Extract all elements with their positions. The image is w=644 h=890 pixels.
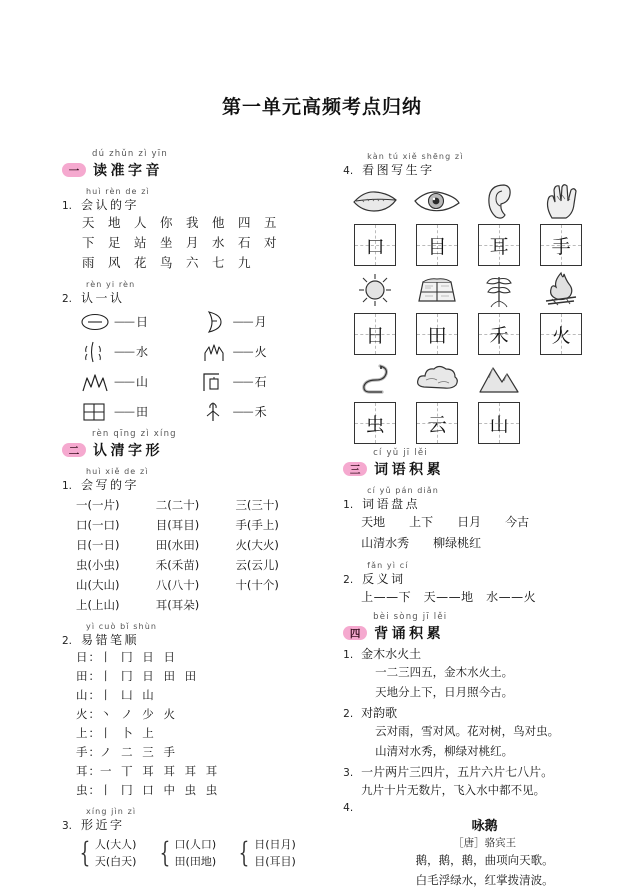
recite-item-3 [343,763,626,800]
fire-picture-icon [535,270,587,310]
section-pinyin: cí yǔ jī lěi [373,448,428,458]
stroke-order-row: 耳：一 丅 耳 耳 耳 耳 [76,764,221,778]
grid-char: 山 [489,413,509,436]
match-dash: —— [232,375,253,388]
pictograph-pair [78,368,197,395]
picture-char-cell [349,270,401,355]
grid-char: 虫 [365,413,385,436]
pictograph-char: 石 [254,375,267,389]
char-cell: 四 [238,215,251,230]
section-pinyin: bèi sòng jī lěi [373,612,448,622]
stroke-sequence: ノ 二 三 手 [100,745,178,759]
stroke-char: 火 [76,707,88,721]
word-cell: 禾(禾苗) [155,558,200,572]
char-cell: 七 [212,255,225,270]
stroke-char: 耳 [76,764,88,778]
stone-pictograph-icon [197,370,231,394]
match-dash: —— [232,405,253,418]
picture-char-cell [473,181,525,266]
grid-box [354,402,396,444]
pictograph-char: 水 [136,345,149,359]
char-cell: 地 [108,215,121,230]
char-cell: 坐 [160,235,173,250]
subsection-number: 4. [343,165,354,177]
sun-pictograph-icon [78,310,112,334]
subsection-title: 易错笔顺 [81,633,140,647]
subsection-identify [62,280,315,425]
stroke-char: 上 [76,726,88,740]
left-column [18,145,319,890]
similar-char-group [235,836,315,870]
recite-number: 4. [343,802,354,814]
recognize-char-rows [62,213,315,273]
char-cell: 六 [186,255,199,270]
section-header-1 [62,149,315,180]
sun-picture-icon [349,270,401,310]
picture-char-rows [343,181,626,444]
mouth-picture-icon [349,181,401,221]
grain-picture-icon [473,270,525,310]
stroke-order-list [62,648,315,800]
subsection-title: 形近字 [81,818,125,832]
recite-item-1 [343,645,626,702]
section-badge-2: 二 [62,443,86,457]
word-cell: 一(一片) [76,498,120,512]
word-cell: 云(云儿) [235,558,279,572]
section-pinyin: dú zhǔn zì yīn [92,149,168,159]
similar-chars-grid [62,836,315,870]
stroke-char: 虫 [76,783,88,797]
subsection-recognize-chars [62,187,315,273]
word-cell: 手(手上) [235,518,279,532]
subsection-pinyin: kàn tú xiě shēng zì [367,152,464,161]
fire-pictograph-icon [197,340,231,364]
pictograph-pair [197,368,316,395]
grid-char: 火 [551,324,571,347]
stroke-order-row: 上：丨 卜 上 [76,726,157,740]
section-title-3: 词语积累 [374,462,445,478]
char-cell: 月 [186,235,199,250]
section-title-1: 读准字音 [93,163,163,179]
recite-line: 九片十片无数片，飞入水中都不见。 [361,783,546,797]
subsection-title: 会写的字 [81,478,140,492]
subsection-pinyin: huì xiě de zì [86,467,149,476]
grid-box [354,224,396,266]
subsection-title: 认一认 [81,291,125,305]
subsection-pinyin: cí yǔ pán diǎn [367,486,439,495]
recite-item-2 [343,704,626,761]
subsection-number: 1. [343,499,354,511]
subsection-antonyms [343,561,626,608]
picture-char-cell [411,359,463,444]
word-cell: 二(二十) [155,498,200,512]
stroke-order-row: 田：丨 冂 日 田 田 [76,669,200,683]
subsection-write-chars [62,467,315,615]
pictograph-char: 禾 [254,405,267,419]
char-cell: 站 [134,235,147,250]
subsection-number: 2. [62,635,73,647]
section-badge-1: 一 [62,163,86,177]
recite-title: 金木水火土 [361,647,422,661]
grid-char: 口 [365,235,385,258]
stroke-sequence: 丨 卜 上 [100,726,157,740]
word-cell: 田(水田) [155,538,200,552]
subsection-number: 3. [62,820,73,832]
grid-box [540,313,582,355]
stroke-sequence: 丨 凵 山 [100,688,157,702]
match-dash: —— [232,345,253,358]
char-cell: 我 [186,215,199,230]
pictograph-char: 田 [136,405,149,419]
match-dash: —— [114,315,134,328]
char-cell: 九 [238,255,251,270]
recite-title: 对韵歌 [361,706,398,720]
stroke-sequence: 丨 冂 日 日 [100,650,178,664]
ear-picture-icon [473,181,525,221]
pictograph-match-grid [62,308,315,425]
similar-char-group [156,836,236,870]
word-cell: 虫(小虫) [76,558,120,572]
similar-word-top: 日(日月) [254,838,296,851]
section-header-4 [343,612,626,643]
picture-row [349,270,626,355]
stroke-order-row: 日：丨 冂 日 日 [76,650,178,664]
word-cell: 八(八十) [155,578,200,592]
write-chars-table [62,496,315,615]
worm-picture-icon [349,359,401,399]
picture-char-cell [411,270,463,355]
subsection-similar-chars [62,807,315,870]
char-cell: 他 [212,215,225,230]
subsection-picture-writing [343,152,626,444]
pictograph-char: 火 [254,345,267,359]
recite-number: 2. [343,708,354,720]
stroke-sequence: 丨 冂 口 中 虫 虫 [100,783,221,797]
subsection-title: 看图写生字 [362,163,435,177]
picture-char-cell [535,181,587,266]
recite-line: 天地分上下，日月照今古。 [375,685,514,699]
section-title-4: 背诵积累 [374,626,445,642]
page-title: 第一单元高频考点归纳 [221,96,422,118]
char-cell: 你 [160,215,173,230]
char-row [82,233,315,253]
char-cell: 花 [134,255,147,270]
poem-title: 咏鹅 [471,819,498,834]
recite-line: 一二三四五，金木水火土。 [375,665,514,679]
char-cell: 对 [264,235,277,250]
recite-item-4 [343,802,626,890]
subsection-number: 2. [343,574,354,586]
pictograph-char: 山 [136,375,149,389]
subsection-pinyin: xíng jìn zì [86,807,137,816]
match-dash: —— [114,375,134,388]
similar-word-top: 口(人口) [174,838,217,851]
word-cell: 十(十个) [235,578,279,592]
section-header-2 [62,429,315,460]
subsection-stroke-order [62,622,315,800]
grid-box [416,313,458,355]
recite-line: 山清对水秀，柳绿对桃红。 [375,744,514,758]
grain-pictograph-icon [197,400,231,424]
mountain-picture-icon [473,359,525,399]
subsection-pinyin: yì cuò bǐ shùn [86,622,158,631]
similar-word-bottom: 天(白天) [94,855,137,868]
word-cell: 火(大火) [235,538,279,552]
subsection-number: 1. [62,200,73,212]
subsection-number: 1. [62,480,73,492]
brace-icon: { [159,836,170,869]
subsection-pinyin: rèn yi rèn [86,280,136,289]
grid-char: 田 [427,324,447,347]
grid-box [354,313,396,355]
stroke-order-row: 山：丨 凵 山 [76,688,157,702]
pictograph-pair [197,398,316,425]
char-cell: 石 [238,235,251,250]
field-pictograph-icon [78,400,112,424]
pictograph-pair [197,338,316,365]
picture-char-cell [411,181,463,266]
match-dash: —— [114,345,134,358]
char-cell: 鸟 [160,255,173,270]
subsection-number: 2. [62,293,73,305]
picture-row [349,359,626,444]
section-title-2: 认清字形 [93,443,163,459]
section-header-3 [343,448,626,479]
stroke-order-row: 手：ノ 二 三 手 [76,745,178,759]
word-cell: 上(上山) [76,598,120,612]
word-cell: 三(三十) [235,498,279,512]
stroke-char: 手 [76,745,88,759]
pictograph-char: 日 [136,315,149,329]
similar-word-top: 人(大人) [94,838,137,851]
grid-char: 手 [551,235,571,258]
grid-box [416,224,458,266]
char-cell: 下 [82,235,95,250]
subsection-pinyin: fǎn yì cí [367,561,409,570]
section-badge-4: 四 [343,626,367,640]
cloud-picture-icon [411,359,463,399]
subsection-title: 词语盘点 [362,497,421,511]
picture-row [349,181,626,266]
char-cell: 人 [134,215,147,230]
pictograph-pair [197,308,316,335]
char-row [82,253,315,273]
subsection-word-inventory [343,486,626,554]
similar-word-bottom: 田(田地) [174,855,217,868]
brace-icon: { [79,836,91,869]
stroke-char: 日 [76,650,88,664]
word-cell [235,596,315,615]
recite-line: 一片两片三四片，五片六片七八片。 [361,765,554,779]
match-dash: —— [232,315,253,328]
hand-picture-icon [535,181,587,221]
char-cell: 天 [82,215,95,230]
word-cell: 日(一日) [76,538,120,552]
field-picture-icon [411,270,463,310]
pictograph-pair [78,338,197,365]
stroke-char: 山 [76,688,88,702]
char-cell: 雨 [82,255,95,270]
grid-box [540,224,582,266]
word-line: 天地 上下 日月 今古 [361,515,530,529]
recite-line: 云对雨，雪对风。花对树，鸟对虫。 [375,724,560,738]
match-dash: —— [114,405,134,418]
pictograph-char: 月 [254,315,267,329]
word-cell: 山(大山) [76,578,120,592]
stroke-char: 田 [76,669,88,683]
stroke-order-row: 火：丶 ノ 少 火 [76,707,178,721]
word-line: 山清水秀 柳绿桃红 [361,536,482,550]
stroke-sequence: 丨 冂 日 田 田 [100,669,200,683]
grid-box [478,313,520,355]
two-column-layout [0,119,644,890]
grid-box [478,402,520,444]
char-cell: 足 [108,235,121,250]
poem-author: ［唐］骆宾王 [453,837,517,849]
brace-icon: { [239,836,250,869]
stroke-sequence: 丶 ノ 少 火 [100,707,178,721]
section-pinyin: rèn qīng zì xíng [92,429,177,439]
similar-char-group [76,836,156,870]
grid-char: 云 [427,413,447,436]
section-badge-3: 三 [343,462,367,476]
picture-char-cell [535,270,587,355]
eye-picture-icon [411,181,463,221]
mountain-pictograph-icon [78,370,112,394]
stroke-sequence: 一 丅 耳 耳 耳 耳 [100,764,221,778]
grid-box [416,402,458,444]
subsection-title: 反义词 [362,572,406,586]
poem-line: 白毛浮绿水，红掌拨清波。 [415,873,554,887]
char-cell: 风 [108,255,121,270]
grid-char: 禾 [489,324,509,347]
pictograph-pair [78,308,197,335]
picture-char-cell [473,359,525,444]
subsection-title: 会认的字 [81,198,140,212]
word-cell: 目(耳目) [155,518,200,532]
recite-number: 3. [343,767,354,779]
picture-char-cell [349,359,401,444]
similar-word-bottom: 目(耳目) [254,855,296,868]
grid-box [478,224,520,266]
char-row [82,213,315,233]
char-cell: 五 [264,215,277,230]
recite-number: 1. [343,649,354,661]
picture-char-cell [349,181,401,266]
moon-pictograph-icon [197,310,231,334]
picture-char-cell [473,270,525,355]
antonym-line: 上——下 天——地 水——火 [361,590,537,604]
word-cell: 口(一口) [76,518,120,532]
grid-char: 耳 [489,235,509,258]
grid-char: 日 [365,324,385,347]
char-cell: 水 [212,235,225,250]
word-cell: 耳(耳朵) [155,598,200,612]
grid-char: 目 [427,235,447,258]
poem-line: 鹅，鹅，鹅，曲项向天歌。 [415,853,554,867]
right-column [325,145,626,890]
pictograph-pair [78,398,197,425]
stroke-order-row: 虫：丨 冂 口 中 虫 虫 [76,783,221,797]
subsection-pinyin: huì rèn de zì [86,187,150,196]
water-pictograph-icon [78,340,112,364]
